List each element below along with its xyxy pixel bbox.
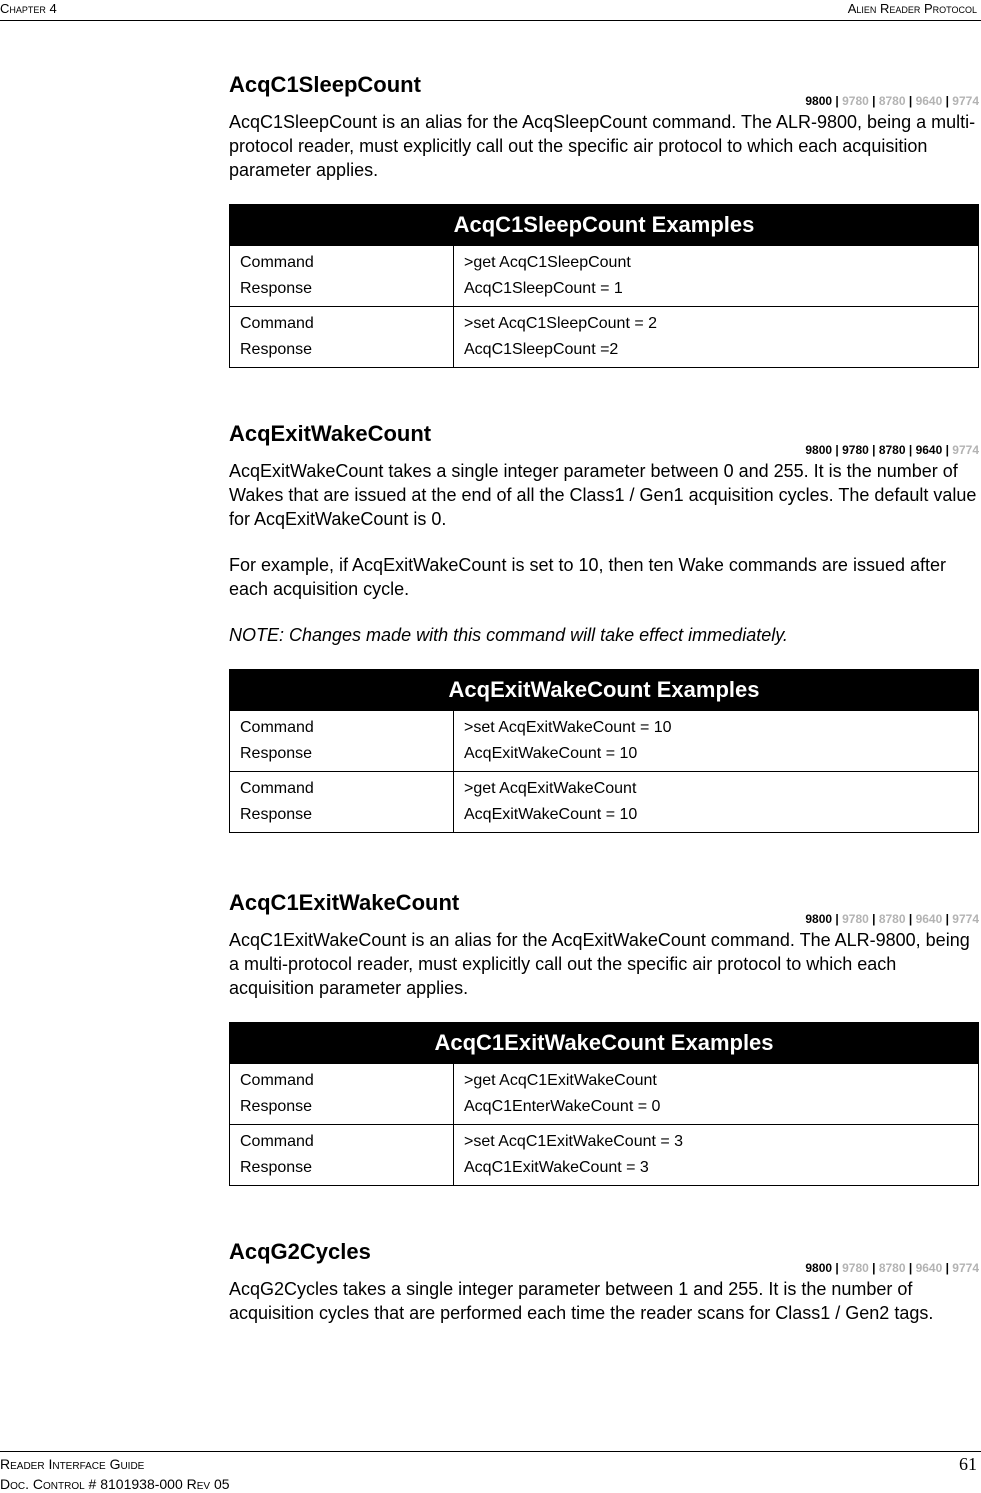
table-row [230,246,979,307]
label-cell: Command Response [230,772,454,833]
model-separator: | [905,912,916,926]
examples-table [229,669,979,833]
model-separator: | [868,912,879,926]
model-separator: | [832,94,843,108]
model-number: 9800 [805,1261,833,1275]
model-separator: | [942,94,953,108]
examples-table [229,1022,979,1186]
table-title: AcqC1ExitWakeCount Examples [230,1023,979,1064]
value-cell: >get AcqExitWakeCount AcqExitWakeCount = 10 [454,772,979,833]
model-number: 9780 [842,443,869,457]
model-number: 9640 [915,94,943,108]
label-cell: Command Response [230,711,454,772]
model-separator: | [942,443,953,457]
model-number: 9640 [915,443,943,457]
model-number: 9780 [842,1261,869,1275]
model-number: 8780 [878,94,906,108]
section-acqc1sleepcount [229,72,979,368]
examples-table [229,204,979,368]
value-cell: >set AcqC1SleepCount = 2 AcqC1SleepCount =2 [454,307,979,368]
model-separator: | [832,443,843,457]
table-title: AcqExitWakeCount Examples [230,670,979,711]
footer-guide-title: Reader Interface Guide [0,1456,145,1472]
model-number: 8780 [878,443,906,457]
header-title: Alien Reader Protocol [847,1,977,16]
note: NOTE: Changes made with this command will take effect immediately. [229,625,788,645]
footer-doc-control: Doc. Control # 8101938-000 Rev 05 [0,1476,230,1492]
table-row [230,772,979,833]
model-number: 9774 [952,1261,979,1275]
page-header [0,0,981,21]
model-number: 9800 [805,94,833,108]
model-separator: | [905,1261,916,1275]
label-cell: Command Response [230,246,454,307]
paragraph: AcqG2Cycles takes a single integer parameter between 1 and 255. It is the number of acquisition cycles that are performed each time the reader scans for Class1 / Gen2 tags. [229,1279,934,1323]
table-title: AcqC1SleepCount Examples [230,205,979,246]
model-separator: | [942,1261,953,1275]
model-separator: | [868,443,879,457]
page-number: 61 [959,1454,977,1474]
section-acqc1exitwakecount [229,890,979,1186]
model-separator: | [868,1261,879,1275]
model-number: 9774 [952,443,979,457]
model-number: 9774 [952,912,979,926]
model-number: 9640 [915,1261,943,1275]
section-title: AcqG2Cycles [229,1239,371,1264]
value-cell: >get AcqC1SleepCount AcqC1SleepCount = 1 [454,246,979,307]
model-separator: | [905,443,916,457]
model-number: 9640 [915,912,943,926]
model-separator: | [942,912,953,926]
table-row [230,711,979,772]
model-number: 8780 [878,912,906,926]
section-acqg2cycles [229,1239,979,1325]
section-title: AcqC1SleepCount [229,72,421,97]
model-separator: | [832,912,843,926]
section-acqexitwakecount [229,421,979,833]
model-number: 9800 [805,912,833,926]
table-row [230,307,979,368]
model-number: 9780 [842,912,869,926]
model-number: 9780 [842,94,869,108]
model-number: 9800 [805,443,833,457]
table-row [230,1064,979,1125]
label-cell: Command Response [230,1125,454,1186]
section-title: AcqC1ExitWakeCount [229,890,460,915]
paragraph: AcqExitWakeCount takes a single integer parameter between 0 and 255. It is the number of Wakes that are issued at the end of all the Class1 / Gen1 acquisition cycles. The default value for AcqExitWakeCount is 0. [229,461,977,529]
model-number: 8780 [878,1261,906,1275]
paragraph: AcqC1ExitWakeCount is an alias for the AcqExitWakeCount command. The ALR-9800, being a multi-protocol reader, must explicitly call out the specific air protocol to which each acquisition parameter applies. [229,930,970,998]
section-title: AcqExitWakeCount [229,421,432,446]
paragraph: AcqC1SleepCount is an alias for the AcqSleepCount command. The ALR-9800, being a multi-protocol reader, must explicitly call out the specific air protocol to which each acquisition parameter applies. [229,112,976,180]
model-separator: | [868,94,879,108]
model-number: 9774 [952,94,979,108]
paragraph: For example, if AcqExitWakeCount is set to 10, then ten Wake commands are issued after each acquisition cycle. [229,555,946,599]
label-cell: Command Response [230,1064,454,1125]
model-separator: | [905,94,916,108]
model-separator: | [832,1261,843,1275]
value-cell: >get AcqC1ExitWakeCount AcqC1EnterWakeCount = 0 [454,1064,979,1125]
value-cell: >set AcqC1ExitWakeCount = 3 AcqC1ExitWakeCount = 3 [454,1125,979,1186]
value-cell: >set AcqExitWakeCount = 10 AcqExitWakeCount = 10 [454,711,979,772]
table-row [230,1125,979,1186]
page-footer [0,1451,981,1493]
label-cell: Command Response [230,307,454,368]
chapter-label: Chapter 4 [0,1,57,16]
